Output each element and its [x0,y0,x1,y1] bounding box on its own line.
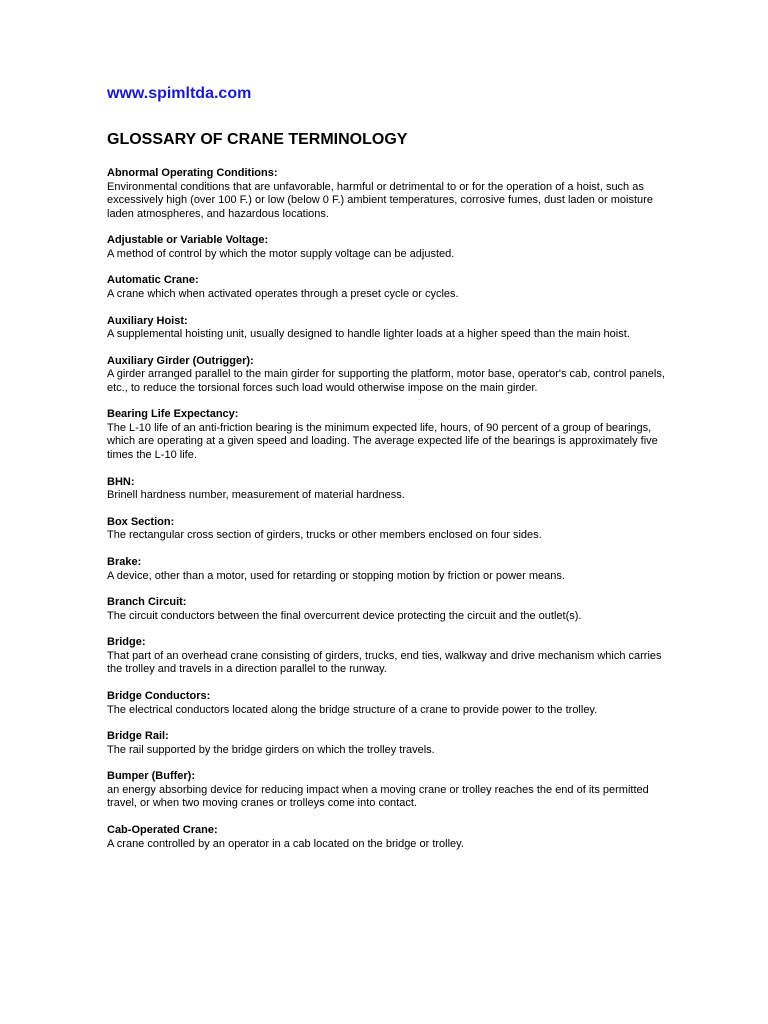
glossary-list [107,167,667,851]
glossary-term: Adjustable or Variable Voltage: [107,234,269,247]
glossary-definition: A method of control by which the motor supply voltage can be adjusted. [107,247,455,260]
glossary-entry [107,167,667,221]
glossary-definition: The rectangular cross section of girders, trucks or other members enclosed on four sides. [107,529,542,542]
glossary-entry [107,315,667,342]
glossary-definition: The rail supported by the bridge girders on which the trolley travels. [107,743,435,756]
glossary-term: Bearing Life Expectancy: [107,408,239,421]
glossary-definition: an energy absorbing device for reducing impact when a moving crane or trolley reaches the end of its permitted travel, or when two moving cranes or trolleys come into contact. [107,783,649,810]
document-page [107,84,667,864]
glossary-definition: The L-10 life of an anti-friction bearing is the minimum expected life, hours, of 90 percent of a group of bearings, which are operating at a given speed and loading. The average expected life of the bearings is approximately five times the L-10 life. [107,421,658,461]
glossary-term: Branch Circuit: [107,596,187,609]
glossary-entry [107,355,667,396]
glossary-definition: Brinell hardness number, measurement of material hardness. [107,489,405,502]
glossary-entry [107,690,667,717]
glossary-definition: That part of an overhead crane consisting of girders, trucks, end ties, walkway and drive mechanism which carries the trolley and travels in a direction parallel to the runway. [107,649,662,676]
glossary-entry [107,770,667,811]
glossary-entry [107,516,667,543]
glossary-definition: A supplemental hoisting unit, usually designed to handle lighter loads at a higher speed than the main hoist. [107,328,630,341]
site-link[interactable]: www.spimltda.com [107,85,252,102]
glossary-term: Cab-Operated Crane: [107,824,218,837]
glossary-definition: The electrical conductors located along the bridge structure of a crane to provide power to the trolley. [107,703,598,716]
glossary-term: Box Section: [107,515,175,528]
glossary-term: Abnormal Operating Conditions: [107,167,278,179]
glossary-term: Bridge: [107,636,146,649]
glossary-definition: A device, other than a motor, used for retarding or stopping motion by friction or power means. [107,569,565,582]
glossary-entry [107,596,667,623]
glossary-entry [107,274,667,301]
glossary-entry [107,730,667,757]
glossary-definition: A crane controlled by an operator in a cab located on the bridge or trolley. [107,837,464,850]
glossary-entry [107,556,667,583]
glossary-term: Brake: [107,556,142,568]
glossary-entry [107,636,667,677]
glossary-definition: A girder arranged parallel to the main girder for supporting the platform, motor base, operator's cab, control panels, etc., to reduce the torsional forces such load would otherwise impose on the main girder. [107,368,665,394]
page-title: GLOSSARY OF CRANE TERMINOLOGY [107,131,408,148]
glossary-entry [107,408,667,462]
glossary-definition: The circuit conductors between the final overcurrent device protecting the circuit and the outlet(s). [107,609,582,622]
glossary-term: Bumper (Buffer): [107,770,195,783]
glossary-definition: A crane which when activated operates through a preset cycle or cycles. [107,287,459,300]
glossary-term: Auxiliary Hoist: [107,314,188,327]
glossary-entry [107,824,667,851]
glossary-entry [107,476,667,503]
glossary-entry [107,234,667,261]
glossary-term: Automatic Crane: [107,274,199,287]
glossary-term: BHN: [107,475,135,488]
glossary-term: Auxiliary Girder (Outrigger): [107,354,254,367]
glossary-term: Bridge Conductors: [107,690,211,703]
glossary-term: Bridge Rail: [107,730,169,743]
glossary-definition: Environmental conditions that are unfavorable, harmful or detrimental to or for the operation of a hoist, such as excessively high (over 100 F.) or low (below 0 F.) ambient temperatures, corrosive fumes, dust laden or moisture laden atmospheres, and hazardous locations. [107,180,653,220]
